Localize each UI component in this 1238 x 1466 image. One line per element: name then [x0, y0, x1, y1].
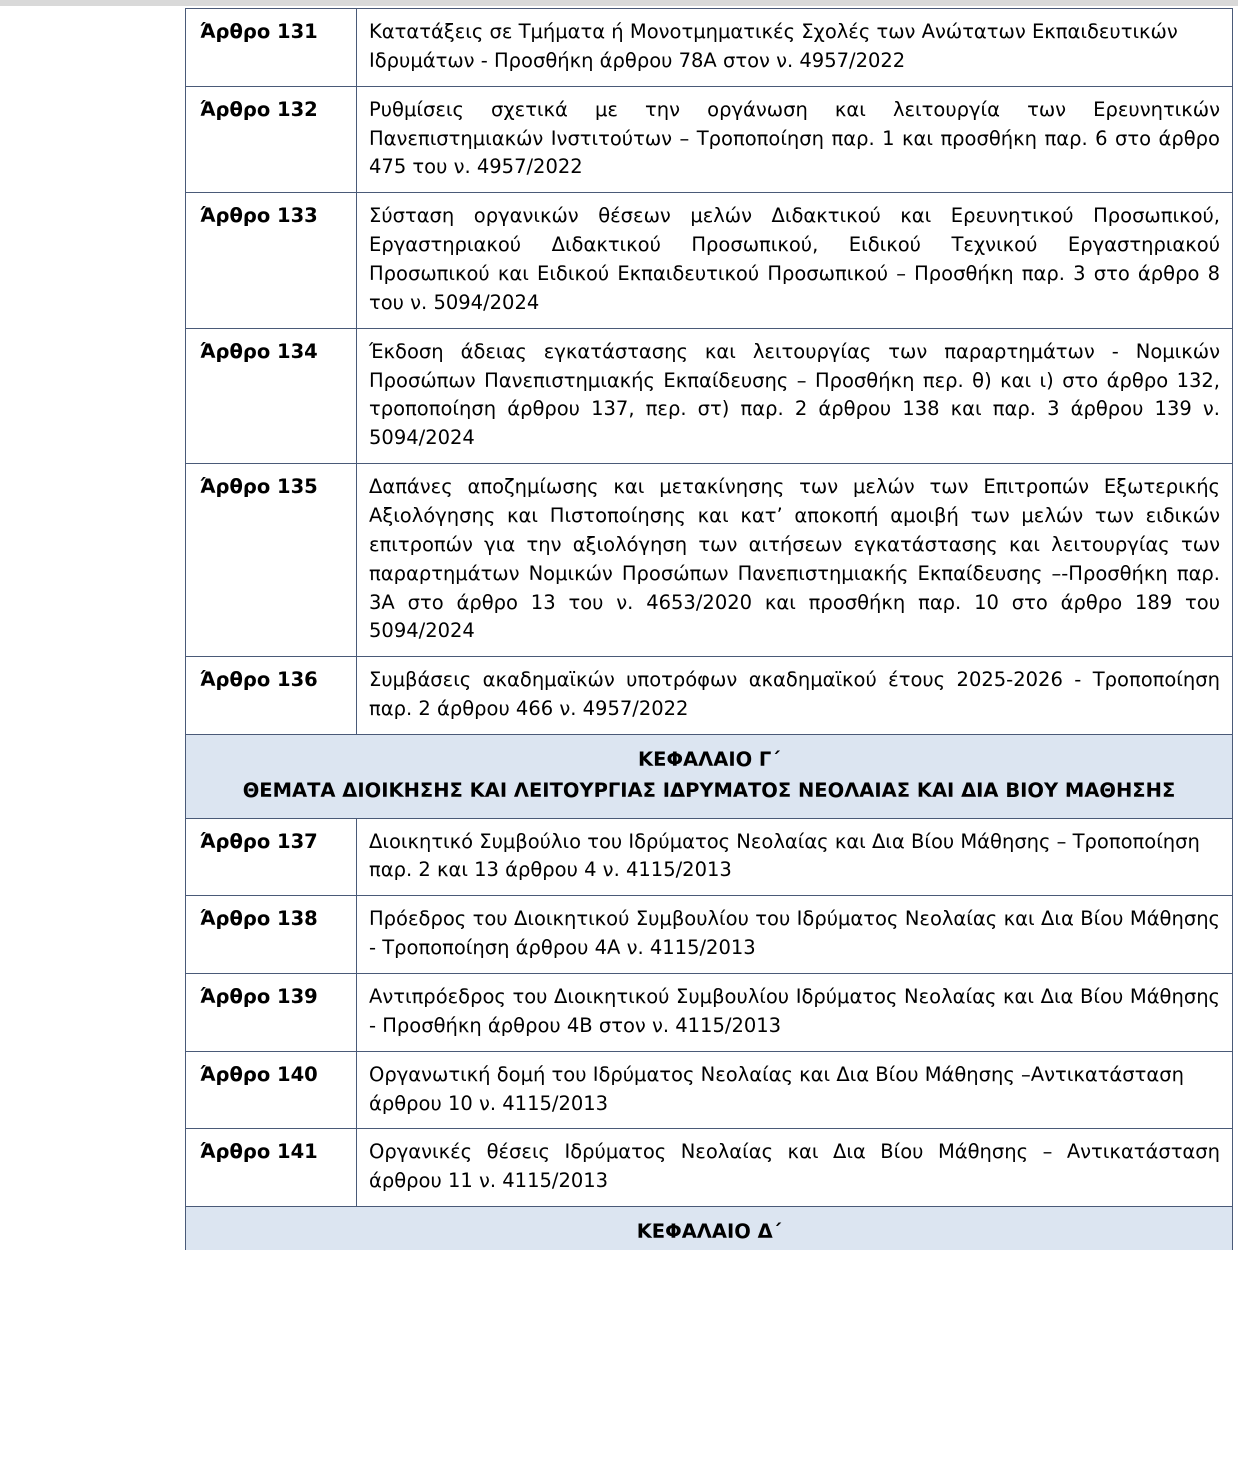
- article-number: Άρθρο 141: [186, 1129, 357, 1207]
- table-row: [186, 896, 1233, 974]
- article-number: Άρθρο 133: [186, 193, 357, 328]
- chapter-number: ΚΕΦΑΛΑΙΟ Δ΄: [636, 1220, 782, 1244]
- table-row: [186, 193, 1233, 328]
- articles-table: [185, 8, 1233, 1250]
- table-row: [186, 9, 1233, 87]
- chapter-heading-row: [186, 1207, 1233, 1251]
- chapter-heading-row: [186, 735, 1233, 819]
- table-row: [186, 328, 1233, 463]
- article-number: Άρθρο 137: [186, 818, 357, 896]
- table-row: [186, 1129, 1233, 1207]
- table-row: [186, 657, 1233, 735]
- page-top-bar: [0, 0, 1238, 6]
- table-row: [186, 818, 1233, 896]
- article-number: Άρθρο 139: [186, 973, 357, 1051]
- article-title: Αντιπρόεδρος του Διοικητικού Συμβουλίου Ιδρύματος Νεολαίας και Δια Βίου Μάθησης - Προσθήκη άρθρου 4Β στον ν. 4115/2013: [357, 973, 1233, 1051]
- chapter-number: ΚΕΦΑΛΑΙΟ Γ΄: [638, 748, 780, 772]
- article-number: Άρθρο 138: [186, 896, 357, 974]
- table-row: [186, 1051, 1233, 1129]
- article-title: Κατατάξεις σε Τμήματα ή Μονοτμηματικές Σχολές των Ανώτατων Εκπαιδευτικών Ιδρυμάτων - Προσθήκη άρθρου 78Α στον ν. 4957/2022: [357, 9, 1233, 87]
- article-title: Οργανωτική δομή του Ιδρύματος Νεολαίας και Δια Βίου Μάθησης –Αντικατάσταση άρθρου 10 ν. 4115/2013: [357, 1051, 1233, 1129]
- table-row: [186, 973, 1233, 1051]
- articles-table-body: [186, 9, 1233, 1251]
- table-row: [186, 464, 1233, 657]
- article-title: Σύσταση οργανικών θέσεων μελών Διδακτικού και Ερευνητικού Προσωπικού, Εργαστηριακού Διδακτικού Προσωπικού, Ειδικού Τεχνικού Εργαστηριακού Προσωπικού και Ειδικού Εκπαιδευτικού Προσωπικού – Προσθήκη παρ. 3 στο άρθρο 8 του ν. 5094/2024: [357, 193, 1233, 328]
- article-number: Άρθρο 140: [186, 1051, 357, 1129]
- article-number: Άρθρο 131: [186, 9, 357, 87]
- article-title: Συμβάσεις ακαδημαϊκών υποτρόφων ακαδημαϊκού έτους 2025-2026 - Τροποποίηση παρ. 2 άρθρου 466 ν. 4957/2022: [357, 657, 1233, 735]
- article-title: Ρυθμίσεις σχετικά με την οργάνωση και λειτουργία των Ερευνητικών Πανεπιστημιακών Ινστιτούτων – Τροποποίηση παρ. 1 και προσθήκη παρ. 6 στο άρθρο 475 του ν. 4957/2022: [357, 86, 1233, 193]
- article-title: Πρόεδρος του Διοικητικού Συμβουλίου του Ιδρύματος Νεολαίας και Δια Βίου Μάθησης - Τροποποίηση άρθρου 4Α ν. 4115/2013: [357, 896, 1233, 974]
- article-title: Έκδοση άδειας εγκατάστασης και λειτουργίας των παραρτημάτων - Νομικών Προσώπων Πανεπιστημιακής Εκπαίδευσης – Προσθήκη περ. θ) και ι) στο άρθρο 132, τροποποίηση άρθρου 137, περ. στ) παρ. 2 άρθρου 138 και παρ. 3 άρθρου 139 ν. 5094/2024: [357, 328, 1233, 463]
- chapter-title: ΘΕΜΑΤΑ ΔΙΟΙΚΗΣΗΣ ΚΑΙ ΛΕΙΤΟΥΡΓΙΑΣ ΙΔΡΥΜΑΤΟΣ ΝΕΟΛΑΙΑΣ ΚΑΙ ΔΙΑ ΒΙΟΥ ΜΑΘΗΣΗΣ: [242, 779, 1176, 803]
- chapter-heading-cell: [186, 735, 1233, 819]
- article-number: Άρθρο 136: [186, 657, 357, 735]
- article-number: Άρθρο 132: [186, 86, 357, 193]
- article-number: Άρθρο 134: [186, 328, 357, 463]
- chapter-heading-cell: [186, 1207, 1233, 1251]
- article-title: Οργανικές θέσεις Ιδρύματος Νεολαίας και Δια Βίου Μάθησης – Αντικατάσταση άρθρου 11 ν. 4115/2013: [357, 1129, 1233, 1207]
- table-row: [186, 86, 1233, 193]
- article-number: Άρθρο 135: [186, 464, 357, 657]
- article-title: Διοικητικό Συμβούλιο του Ιδρύματος Νεολαίας και Δια Βίου Μάθησης – Τροποποίηση παρ. 2 και 13 άρθρου 4 ν. 4115/2013: [357, 818, 1233, 896]
- article-title: Δαπάνες αποζημίωσης και μετακίνησης των μελών των Επιτροπών Εξωτερικής Αξιολόγησης και Πιστοποίησης και κατ’ αποκοπή αμοιβή των μελών των ειδικών επιτροπών για την αξιολόγηση των αιτήσεων εγκατάστασης και λειτουργίας των παραρτημάτων Νομικών Προσώπων Πανεπιστημιακής Εκπαίδευσης –-Προσθήκη παρ. 3Α στο άρθρο 13 του ν. 4653/2020 και προσθήκη παρ. 10 στο άρθρο 189 του 5094/2024: [357, 464, 1233, 657]
